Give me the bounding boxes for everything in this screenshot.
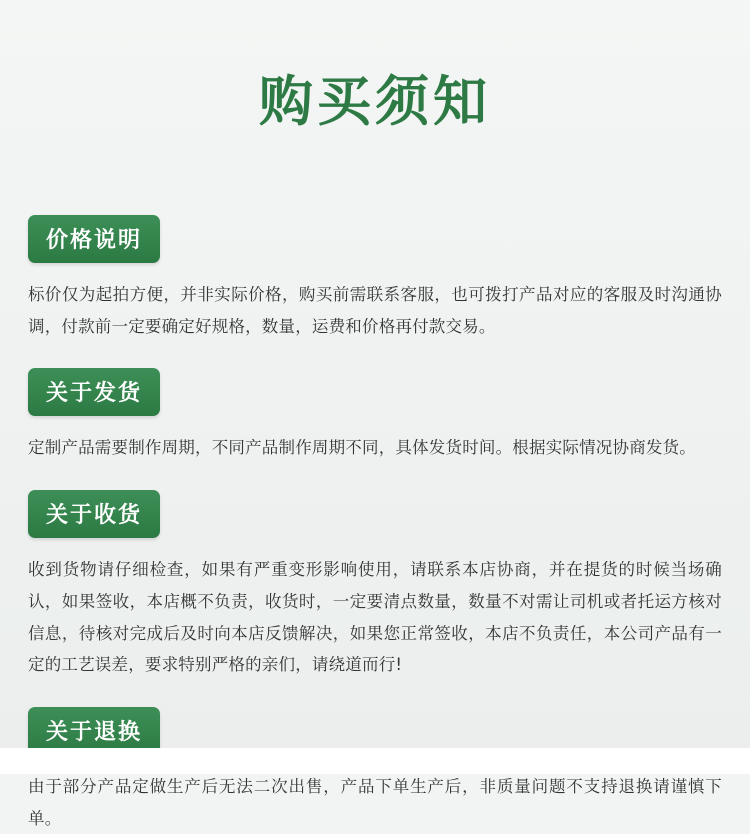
- section-returns: [28, 707, 722, 834]
- section-text-returns: 由于部分产品定做生产后无法二次出售，产品下单生产后，非质量问题不支持退换请谨慎下单。: [28, 776, 722, 828]
- section-price-description: [28, 215, 722, 342]
- section-text-shipping: 定制产品需要制作周期，不同产品制作周期不同，具体发货时间。根据实际情况协商发货。: [28, 438, 696, 458]
- section-text-price-description: 标价仅为起拍方便，并非实际价格，购买前需联系客服，也可拨打产品对应的客服及时沟通协调，付款前一定要确定好规格，数量，运费和价格再付款交易。: [28, 285, 722, 336]
- section-tag-shipping: 关于发货: [28, 368, 160, 416]
- section-text-receiving: 收到货物请仔细检查，如果有严重变形影响使用，请联系本店协商，并在提货的时候当场确认，如果签收，本店概不负责，收货时，一定要清点数量，数量不对需让司机或者托运方核对信息，待核对完成后及时向本店反馈解决，如果您正常签收，本店不负责任，本公司产品有一定的工艺误差，要求特别严格的亲们，请绕道而行!: [28, 560, 722, 675]
- section-tag-receiving: 关于收货: [28, 490, 160, 538]
- section-tag-price-description: 价格说明: [28, 215, 160, 263]
- section-receiving: [28, 490, 722, 681]
- page-title: 购买须知: [259, 70, 491, 134]
- page-title-wrap: [28, 0, 722, 171]
- section-shipping: [28, 368, 722, 464]
- section-tag-returns: 关于退换: [28, 707, 160, 755]
